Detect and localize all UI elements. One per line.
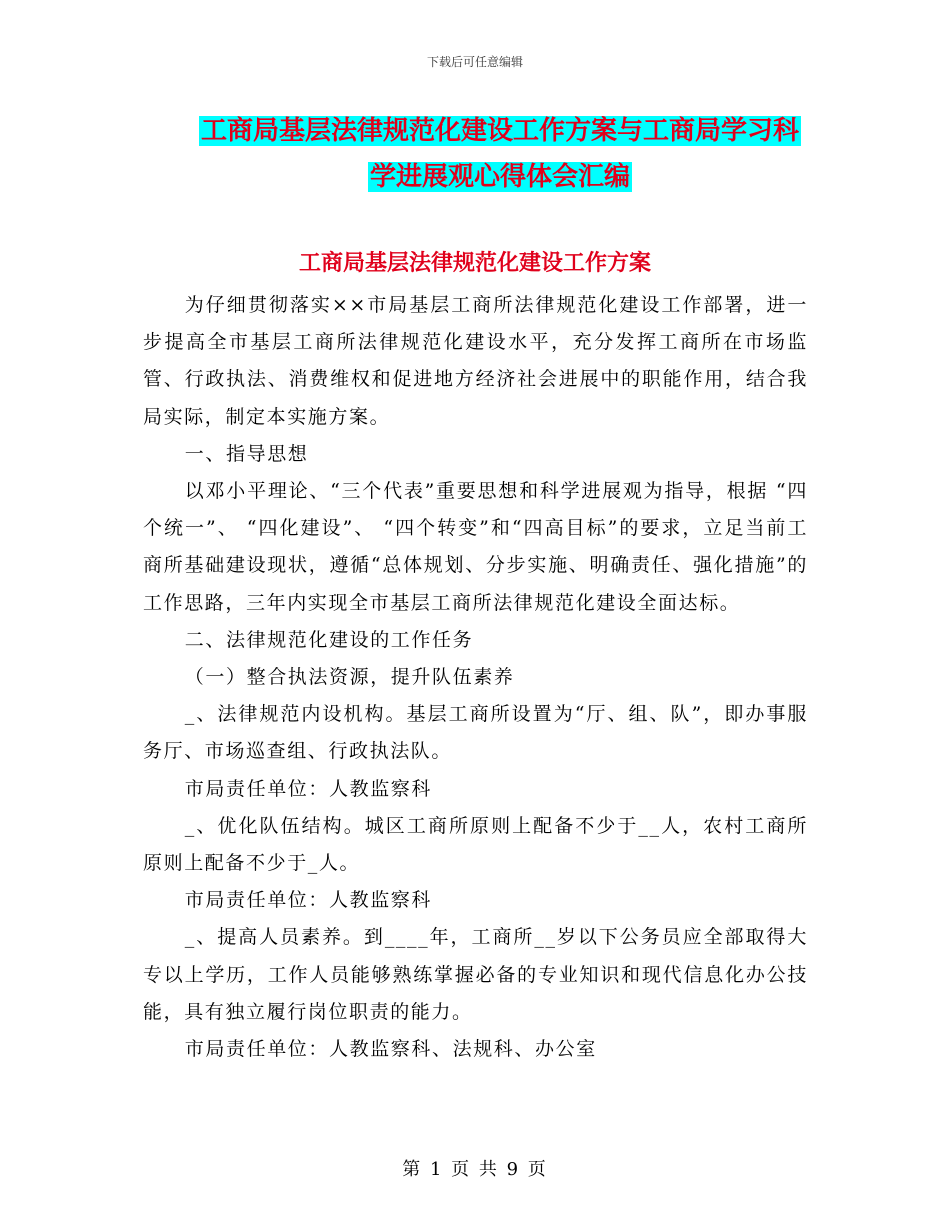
paragraph-personnel-quality: _、提高人员素养。到____年，工商所__岁以下公务员应全部取得大专以上学历，工作人员能够熟练掌握必备的专业知识和现代信息化办公技能，具有独立履行岗位职责的能力。	[143, 926, 808, 1023]
responsible-unit-2: 市局责任单位：人教监察科	[184, 889, 432, 912]
document-title-line-1: 工商局基层法律规范化建设工作方案与工商局学习科	[200, 116, 799, 146]
section-title: 工商局基层法律规范化建设工作方案	[298, 251, 651, 276]
document-body	[143, 287, 808, 1068]
subheading-integrate-resources: （一）整合执法资源，提升队伍素养	[184, 666, 515, 689]
heading-guiding-ideology: 一、指导思想	[184, 442, 309, 465]
paragraph-guiding-ideology: 以邓小平理论、“三个代表”重要思想和科学进展观为指导，根据 “四个统一”、 “四化建设”、 “四个转变”和“四高目标”的要求，立足当前工商所基础建设现状，遵循“总体规划、分步实施、明确责任、强化措施”的工作思路，三年内实现全市基层工商所法律规范化建设全面达标。	[143, 480, 808, 614]
paragraph-internal-structure: _、法律规范内设机构。基层工商所设置为“厅、组、队”，即办事服务厅、市场巡查组、行政执法队。	[143, 703, 808, 763]
paragraph-team-structure: _、优化队伍结构。城区工商所原则上配备不少于__人，农村工商所原则上配备不少于_人。	[143, 814, 808, 875]
responsible-unit-3: 市局责任单位：人教监察科、法规科、办公室	[184, 1038, 597, 1061]
paragraph-intro: 为仔细贯彻落实××市局基层工商所法律规范化建设工作部署，进一步提高全市基层工商所法律规范化建设水平，充分发挥工商所在市场监管、行政执法、消费维权和促进地方经济社会进展中的职能作用，结合我局实际，制定本实施方案。	[143, 294, 808, 428]
heading-work-tasks: 二、法律规范化建设的工作任务	[184, 628, 474, 651]
document-title-line-2: 学进展观心得体会汇编	[369, 162, 630, 192]
document-title	[120, 108, 880, 200]
responsible-unit-1: 市局责任单位：人教监察科	[184, 777, 432, 800]
page-header-note: 下载后可任意编辑	[426, 55, 523, 69]
page-number-footer: 第 1 页 共 9 页	[402, 1159, 548, 1180]
